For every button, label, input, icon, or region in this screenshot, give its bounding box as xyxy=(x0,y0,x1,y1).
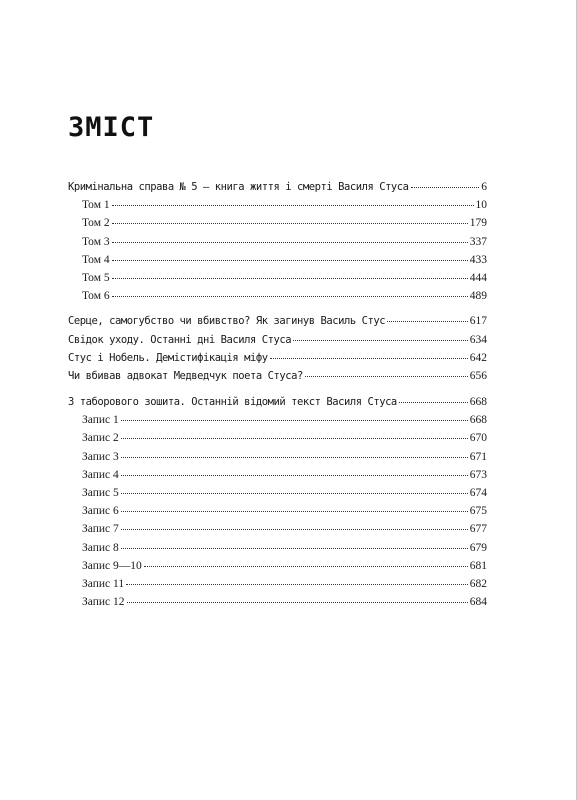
toc-entry-label: Запис 3 xyxy=(82,450,119,463)
toc-entry-label: Запис 12 xyxy=(82,596,125,609)
toc-page-number: 668 xyxy=(469,396,487,409)
toc-entry-label: Свідок уходу. Останні дні Василя Стуса xyxy=(68,333,292,346)
toc-page-number: 634 xyxy=(469,333,487,346)
toc-page-number: 433 xyxy=(469,253,487,266)
toc-entry-record-8[interactable] xyxy=(68,541,487,559)
dot-leader xyxy=(387,321,468,322)
dot-leader xyxy=(121,475,468,476)
toc-entry-label: Запис 4 xyxy=(82,468,119,481)
toc-entry-stus-and-nobel[interactable] xyxy=(68,351,487,369)
toc-page-number: 642 xyxy=(469,351,487,364)
toc-entry-record-5[interactable] xyxy=(68,486,487,504)
toc-page-number: 179 xyxy=(469,217,487,230)
toc-entry-medvedchuk[interactable] xyxy=(68,369,487,387)
toc-page-number: 671 xyxy=(469,450,487,463)
toc-entry-label: Том 1 xyxy=(82,199,110,212)
toc-entry-label: Чи вбивав адвокат Медведчук поета Стуса? xyxy=(68,369,303,382)
toc-entry-volume-3[interactable] xyxy=(68,235,487,253)
dot-leader xyxy=(144,566,468,567)
toc-page-number: 681 xyxy=(469,559,487,572)
toc-entry-heart-suicide-murder[interactable] xyxy=(68,314,487,332)
toc-entry-label: Запис 7 xyxy=(82,523,119,536)
toc-entry-label: Запис 8 xyxy=(82,541,119,554)
toc-page-number: 656 xyxy=(469,369,487,382)
dot-leader xyxy=(399,402,468,403)
toc-entry-label: Том 5 xyxy=(82,271,110,284)
dot-leader xyxy=(112,296,468,297)
toc-entry-record-2[interactable] xyxy=(68,431,487,449)
toc-entry-record-11[interactable] xyxy=(68,577,487,595)
toc-entry-camp-notebook[interactable] xyxy=(68,395,487,413)
dot-leader xyxy=(112,223,468,224)
dot-leader xyxy=(126,584,468,585)
toc-entry-label: Запис 11 xyxy=(82,577,125,590)
toc-page-number: 617 xyxy=(469,315,487,328)
toc-page-number: 682 xyxy=(469,577,487,590)
toc-page-number: 489 xyxy=(469,290,487,303)
toc-entry-witness-of-departure[interactable] xyxy=(68,333,487,351)
toc-entry-volume-5[interactable] xyxy=(68,271,487,289)
dot-leader xyxy=(112,278,468,279)
toc-entry-label: Запис 6 xyxy=(82,505,119,518)
toc-entry-label: Том 3 xyxy=(82,235,110,248)
toc-entry-label: Том 4 xyxy=(82,253,110,266)
table-of-contents xyxy=(68,180,487,613)
toc-entry-record-1[interactable] xyxy=(68,413,487,431)
toc-entry-label: Запис 5 xyxy=(82,487,119,499)
dot-leader xyxy=(121,420,468,421)
toc-page-number: 679 xyxy=(469,541,487,554)
dot-leader xyxy=(121,493,468,494)
toc-entry-label: Кримінальна справа № 5 — книга життя і смерті Василя Стуса xyxy=(68,181,409,193)
toc-page-number: 668 xyxy=(469,414,487,427)
toc-entry-case-5[interactable] xyxy=(68,180,487,198)
toc-entry-record-12[interactable] xyxy=(68,595,487,613)
dot-leader xyxy=(121,529,468,530)
toc-entry-volume-4[interactable] xyxy=(68,253,487,271)
toc-page-number: 444 xyxy=(469,271,487,284)
toc-entry-label: Серце, самогубство чи вбивство? Як загинув Василь Стус xyxy=(68,315,386,328)
toc-page-number: 10 xyxy=(475,199,487,212)
toc-entry-volume-1[interactable] xyxy=(68,198,487,216)
dot-leader xyxy=(270,358,468,359)
toc-page-number: 677 xyxy=(469,523,487,536)
toc-page-number: 337 xyxy=(469,235,487,248)
dot-leader xyxy=(127,602,468,603)
toc-entry-label: Том 2 xyxy=(82,217,110,230)
dot-leader xyxy=(121,511,468,512)
dot-leader xyxy=(411,187,480,188)
toc-page-number: 674 xyxy=(469,487,487,499)
toc-entry-label: Запис 9—10 xyxy=(82,559,142,572)
dot-leader xyxy=(121,457,468,458)
toc-page-number: 675 xyxy=(469,505,487,518)
toc-entry-label: Запис 2 xyxy=(82,432,119,445)
toc-entry-label: Стус і Нобель. Демістифікація міфу xyxy=(68,351,268,364)
toc-entry-record-6[interactable] xyxy=(68,504,487,522)
toc-page-number: 673 xyxy=(469,468,487,481)
dot-leader xyxy=(305,376,468,377)
toc-entry-volume-6[interactable] xyxy=(68,289,487,307)
toc-entry-record-4[interactable] xyxy=(68,468,487,486)
toc-entry-label: Том 6 xyxy=(82,290,110,303)
page-title: ЗМІСТ xyxy=(68,112,155,143)
toc-page-number: 670 xyxy=(469,432,487,445)
dot-leader xyxy=(293,340,468,341)
dot-leader xyxy=(112,242,468,243)
dot-leader xyxy=(112,260,468,261)
toc-entry-record-7[interactable] xyxy=(68,522,487,540)
dot-leader xyxy=(121,548,468,549)
toc-entry-record-3[interactable] xyxy=(68,450,487,468)
toc-entry-label: З таборового зошита. Останній відомий текст Василя Стуса xyxy=(68,396,397,409)
toc-entry-volume-2[interactable] xyxy=(68,216,487,234)
dot-leader xyxy=(121,438,468,439)
toc-entry-label: Запис 1 xyxy=(82,414,119,427)
dot-leader xyxy=(112,205,474,206)
toc-entry-record-9-10[interactable] xyxy=(68,559,487,577)
toc-page-number: 684 xyxy=(469,596,487,609)
toc-page-number: 6 xyxy=(481,181,487,193)
